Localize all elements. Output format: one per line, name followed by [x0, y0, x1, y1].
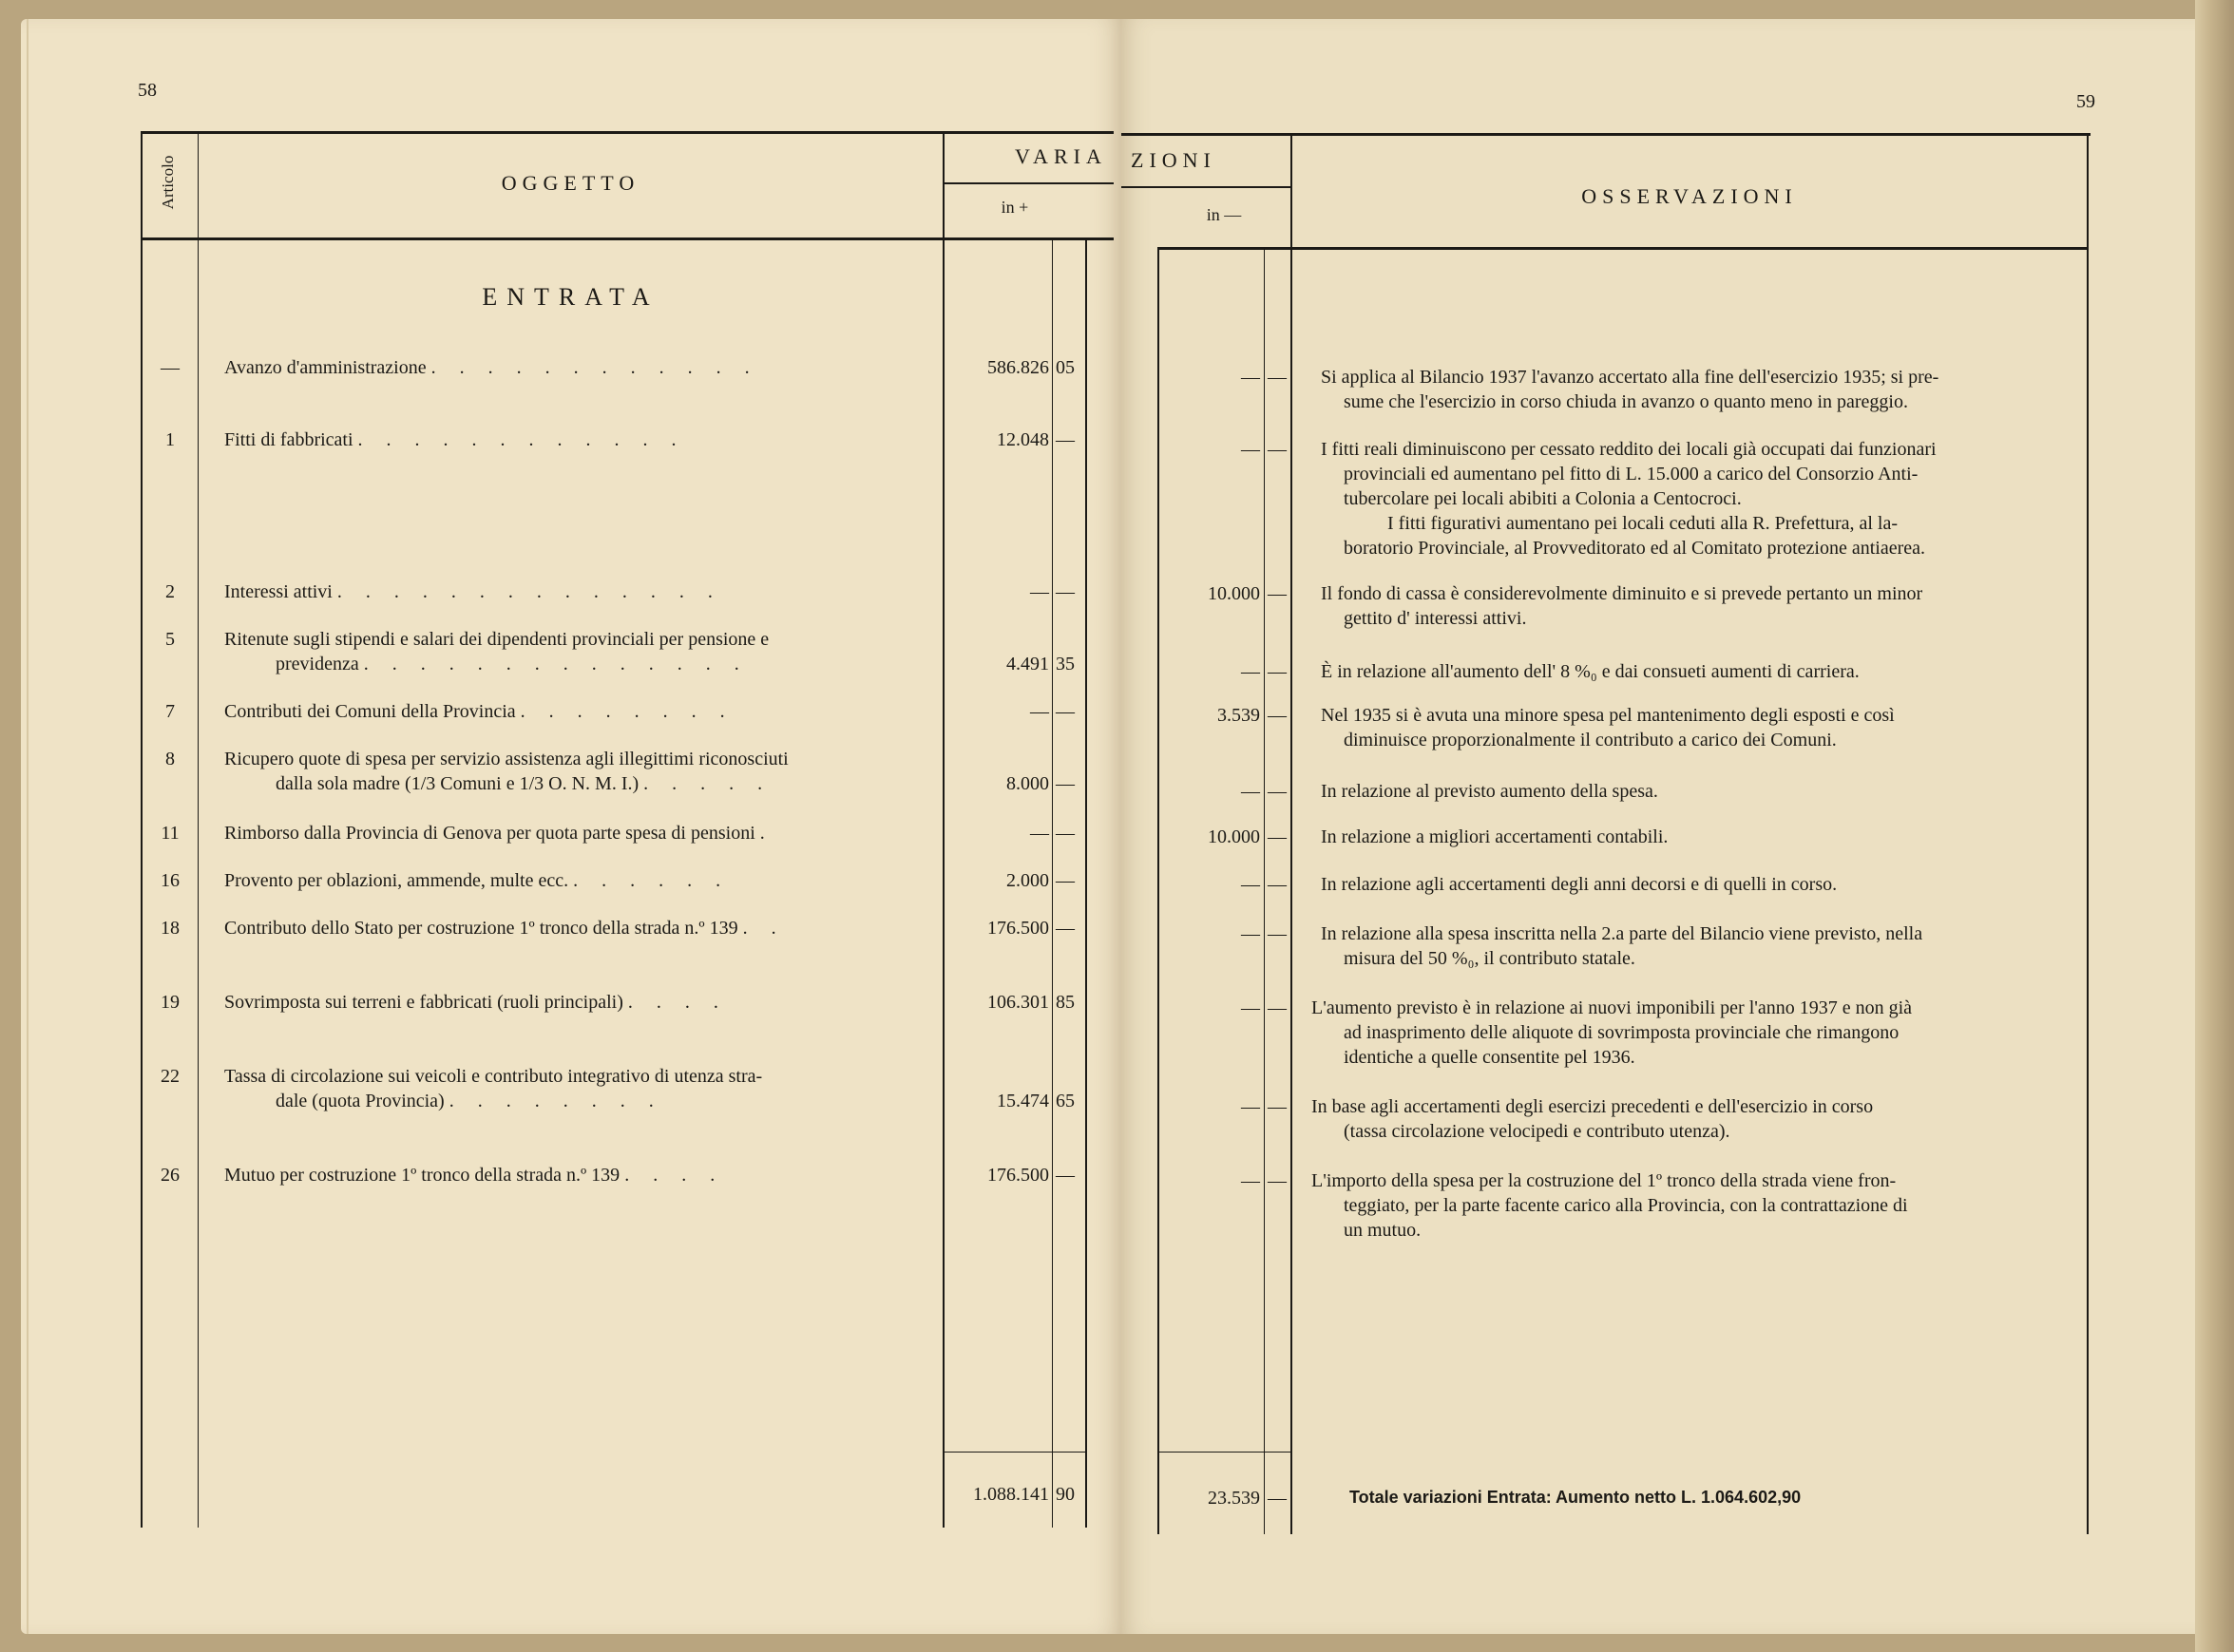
row-object: Provento per oblazioni, ammende, multe ecc. . . . . . .	[224, 870, 731, 891]
row-minus-integer: 3.539	[1217, 705, 1260, 726]
header-bottom-rule-right	[1157, 247, 2089, 250]
row-plus-decimal: —	[1056, 918, 1075, 939]
row-article: —	[161, 357, 180, 378]
row-minus-integer: 10.000	[1208, 826, 1260, 847]
row-plus-integer: 8.000	[1006, 773, 1049, 794]
row-plus-integer: 4.491	[1006, 654, 1049, 674]
row-plus-decimal: 05	[1056, 357, 1075, 378]
row-object: Sovrimposta sui terreni e fabbricati (ruoli principali) . . . .	[224, 992, 728, 1013]
row-article: 2	[165, 581, 175, 602]
variazioni-header-right: ZIONI	[1131, 148, 1216, 172]
row-minus-decimal: —	[1268, 923, 1287, 944]
row-plus-decimal: 85	[1056, 992, 1075, 1013]
articolo-rule	[198, 131, 199, 1528]
row-observation: Il fondo di cassa è considerevolmente diminuito e si prevede pertanto un minor gettito d' interessi attivi.	[1321, 583, 1923, 629]
plus-right-rule	[1085, 237, 1087, 1528]
row-minus-integer: —	[1241, 661, 1260, 682]
row-object-continuation: dalla sola madre (1/3 Comuni e 1/3 O. N. M. I.) . . . . .	[276, 773, 773, 794]
row-plus-integer: 106.301	[987, 992, 1049, 1013]
osservazioni-right-rule	[2087, 133, 2089, 1534]
row-article: 11	[161, 823, 180, 844]
row-minus-integer: —	[1241, 1170, 1260, 1191]
row-object: Ricupero quote di spesa per servizio assistenza agli illegittimi riconosciuti	[224, 749, 789, 769]
row-observation: È in relazione all'aumento dell' 8 %₀ e dai consueti aumenti di carriera.	[1321, 661, 1860, 682]
page-number-right: 59	[2076, 91, 2095, 112]
total-minus-integer: 23.539	[1208, 1488, 1260, 1509]
row-plus-decimal: —	[1056, 701, 1075, 722]
row-article: 19	[161, 992, 180, 1013]
row-plus-integer: —	[1030, 581, 1049, 602]
total-minus-decimal: —	[1268, 1488, 1287, 1509]
in-minus-header: in —	[1206, 205, 1242, 224]
row-minus-integer: —	[1241, 997, 1260, 1018]
row-plus-decimal: —	[1056, 581, 1075, 602]
row-object: Avanzo d'amministrazione . . . . . . . . . . . .	[224, 357, 759, 378]
row-observation: In relazione al previsto aumento della spesa.	[1321, 781, 1658, 802]
row-object: Contributi dei Comuni della Provincia . . . . . . . .	[224, 701, 735, 722]
row-article: 18	[161, 918, 180, 939]
row-observation: In relazione agli accertamenti degli anni decorsi e di quelli in corso.	[1321, 874, 1838, 895]
row-plus-integer: 12.048	[997, 429, 1049, 450]
row-minus-decimal: —	[1268, 705, 1287, 726]
plus-decimal-rule	[1052, 237, 1053, 1528]
row-plus-decimal: —	[1056, 1165, 1075, 1186]
row-minus-decimal: —	[1268, 583, 1287, 604]
row-object-continuation: dale (quota Provincia) . . . . . . . .	[276, 1091, 663, 1111]
row-plus-decimal: —	[1056, 870, 1075, 891]
row-observation: In relazione alla spesa inscritta nella 2.a parte del Bilancio viene previsto, nella misura del 50 %₀, il contributo statale.	[1321, 923, 1923, 969]
header-bottom-rule-left	[141, 237, 1114, 240]
table-top-rule-right	[1121, 133, 2091, 136]
row-observation: L'aumento previsto è in relazione ai nuovi imponibili per l'anno 1937 e non già ad inasprimento delle aliquote di sovrimposta provinciale che rimangono identiche a quelle consentite pel 1936.	[1311, 997, 1913, 1068]
row-minus-decimal: —	[1268, 439, 1287, 460]
row-minus-integer: —	[1241, 923, 1260, 944]
variazioni-rule-right	[1121, 186, 1292, 188]
row-minus-decimal: —	[1268, 874, 1287, 895]
row-minus-decimal: —	[1268, 1170, 1287, 1191]
row-plus-integer: 176.500	[987, 918, 1049, 939]
row-article: 8	[165, 749, 175, 769]
row-plus-decimal: —	[1056, 823, 1075, 844]
osservazioni-header: OSSERVAZIONI	[1581, 184, 1798, 208]
row-object: Fitti di fabbricati . . . . . . . . . . . .	[224, 429, 686, 450]
row-object-continuation: previdenza . . . . . . . . . . . . . .	[276, 654, 749, 674]
total-plus-decimal: 90	[1056, 1484, 1075, 1505]
section-title: ENTRATA	[482, 283, 659, 311]
variazioni-rule-left	[943, 182, 1114, 184]
book-edge	[2195, 0, 2234, 1652]
row-minus-integer: —	[1241, 1096, 1260, 1117]
row-object: Tassa di circolazione sui veicoli e contributo integrativo di utenza stra-	[224, 1066, 763, 1087]
plus-total-rule	[943, 1452, 1085, 1453]
total-summary: Totale variazioni Entrata: Aumento netto L. 1.064.602,90	[1349, 1488, 1802, 1507]
articolo-header: Articolo	[159, 155, 177, 210]
row-object: Mutuo per costruzione 1º tronco della strada n.º 139 . . . .	[224, 1165, 725, 1186]
in-plus-header: in +	[1001, 198, 1029, 217]
page-number-left: 58	[138, 80, 157, 101]
row-article: 5	[165, 629, 175, 650]
row-plus-decimal: —	[1056, 773, 1075, 794]
oggetto-header: OGGETTO	[501, 171, 640, 195]
row-observation: Nel 1935 si è avuta una minore spesa pel mantenimento degli esposti e così diminuisce proporzionalmente il contributo a carico dei Comuni.	[1321, 705, 1895, 750]
row-article: 22	[161, 1066, 180, 1087]
row-minus-decimal: —	[1268, 781, 1287, 802]
row-plus-decimal: 65	[1056, 1091, 1075, 1111]
osservazioni-left-rule	[1290, 133, 1292, 1534]
row-minus-integer: —	[1241, 367, 1260, 388]
row-observation: In relazione a migliori accertamenti contabili.	[1321, 826, 1669, 847]
row-plus-integer: —	[1030, 823, 1049, 844]
page-edge-line	[27, 19, 29, 1634]
row-plus-decimal: 35	[1056, 654, 1075, 674]
row-object: Interessi attivi . . . . . . . . . . . . . .	[224, 581, 722, 602]
row-article: 16	[161, 870, 180, 891]
minus-total-rule	[1157, 1452, 1290, 1453]
row-minus-decimal: —	[1268, 826, 1287, 847]
row-plus-integer: 2.000	[1006, 870, 1049, 891]
row-plus-decimal: —	[1056, 429, 1075, 450]
row-article: 1	[165, 429, 175, 450]
row-object: Ritenute sugli stipendi e salari dei dipendenti provinciali per pensione e	[224, 629, 770, 650]
row-observation: In base agli accertamenti degli esercizi precedenti e dell'esercizio in corso (tassa circolazione velocipedi e contributo utenza).	[1311, 1096, 1874, 1142]
variazioni-header-left: VARIA	[1015, 144, 1107, 168]
row-minus-integer: —	[1241, 781, 1260, 802]
total-plus-integer: 1.088.141	[973, 1484, 1049, 1505]
row-article: 7	[165, 701, 175, 722]
row-minus-decimal: —	[1268, 661, 1287, 682]
row-plus-integer: 176.500	[987, 1165, 1049, 1186]
row-object: Rimborso dalla Provincia di Genova per quota parte spesa di pensioni .	[224, 823, 774, 844]
row-minus-decimal: —	[1268, 1096, 1287, 1117]
row-plus-integer: —	[1030, 701, 1049, 722]
minus-decimal-rule	[1264, 247, 1265, 1534]
row-observation: L'importo della spesa per la costruzione del 1º tronco della strada viene fron- teggiato, per la parte facente carico alla Provincia, con la contrattazione di un mutuo.	[1311, 1170, 1908, 1241]
row-minus-decimal: —	[1268, 367, 1287, 388]
row-minus-decimal: —	[1268, 997, 1287, 1018]
row-plus-integer: 586.826	[987, 357, 1049, 378]
row-plus-integer: 15.474	[997, 1091, 1049, 1111]
row-minus-integer: —	[1241, 874, 1260, 895]
row-minus-integer: 10.000	[1208, 583, 1260, 604]
row-article: 26	[161, 1165, 180, 1186]
table-top-rule-left	[141, 131, 1114, 134]
row-observation: I fitti reali diminuiscono per cessato reddito dei locali già occupati dai funzionari provinciali ed aumentano pel fitto di L. 15.000 a carico del Consorzio Anti- tubercolare pei locali abibiti a Colonia a Centocroci. I fitti figurativi aumentano pei locali ceduti alla R. Prefettura, al la- boratorio Provinciale, al Provveditorato ed al Comitato protezione antiaerea.	[1321, 439, 1937, 559]
row-observation: Si applica al Bilancio 1937 l'avanzo accertato alla fine dell'esercizio 1935; si pre- sume che l'esercizio in corso chiuda in avanzo o quanto meno in pareggio.	[1321, 367, 1939, 412]
row-object: Contributo dello Stato per costruzione 1º tronco della strada n.º 139 . .	[224, 918, 786, 939]
row-minus-integer: —	[1241, 439, 1260, 460]
